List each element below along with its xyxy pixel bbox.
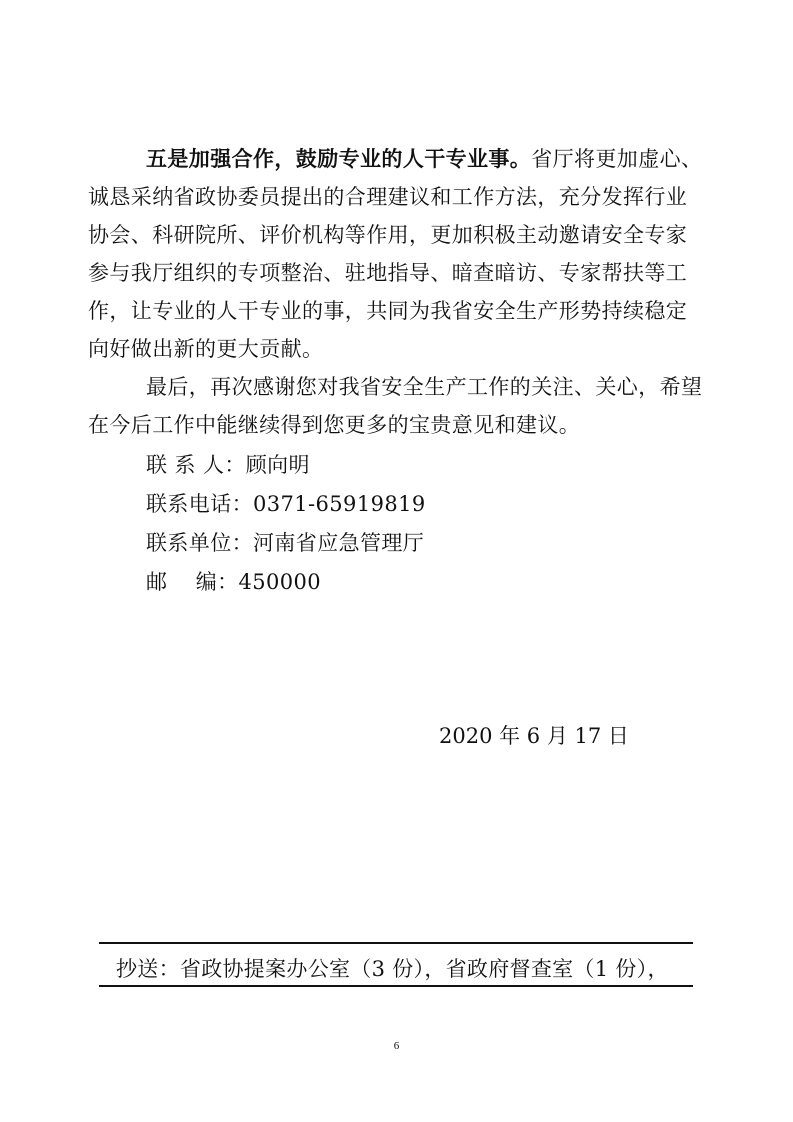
paragraph-five-line-2: 诚恳采纳省政协委员提出的合理建议和工作方法，充分发挥行业 — [88, 185, 688, 209]
contact-unit: 联系单位：河南省应急管理厅 — [146, 531, 425, 555]
paragraph-five-line-4: 参与我厅组织的专项整治、驻地指导、暗查暗访、专家帮扶等工 — [88, 261, 688, 285]
contact-postcode: 邮 编：450000 — [146, 570, 322, 594]
paragraph-five-line-1 — [146, 145, 766, 173]
contact-phone: 联系电话：0371-65919819 — [146, 492, 426, 516]
top-divider — [99, 942, 693, 944]
paragraph-five-line-1-rest: 省厅将更加虚心、 — [531, 147, 703, 171]
paragraph-five-line-3: 协会、科研院所、评价机构等作用，更加积极主动邀请安全专家 — [88, 223, 688, 247]
document-date: 2020 年 6 月 17 日 — [439, 724, 629, 748]
contact-person: 联 系 人：顾向明 — [146, 453, 310, 477]
paragraph-five-line-5: 作，让专业的人干专业的事，共同为我省安全生产形势持续稳定 — [88, 299, 688, 323]
paragraph-five-line-6: 向好做出新的更大贡献。 — [88, 337, 324, 361]
paragraph-five-heading: 五是加强合作，鼓励专业的人干专业事。 — [146, 146, 532, 171]
cc-line: 抄送：省政协提案办公室（3 份），省政府督查室（1 份）， — [116, 957, 669, 981]
bottom-divider — [99, 985, 693, 987]
page-number: 6 — [393, 1040, 400, 1052]
closing-line-1: 最后，再次感谢您对我省安全生产工作的关注、关心，希望 — [146, 375, 703, 399]
closing-line-2: 在今后工作中能继续得到您更多的宝贵意见和建议。 — [88, 413, 581, 437]
